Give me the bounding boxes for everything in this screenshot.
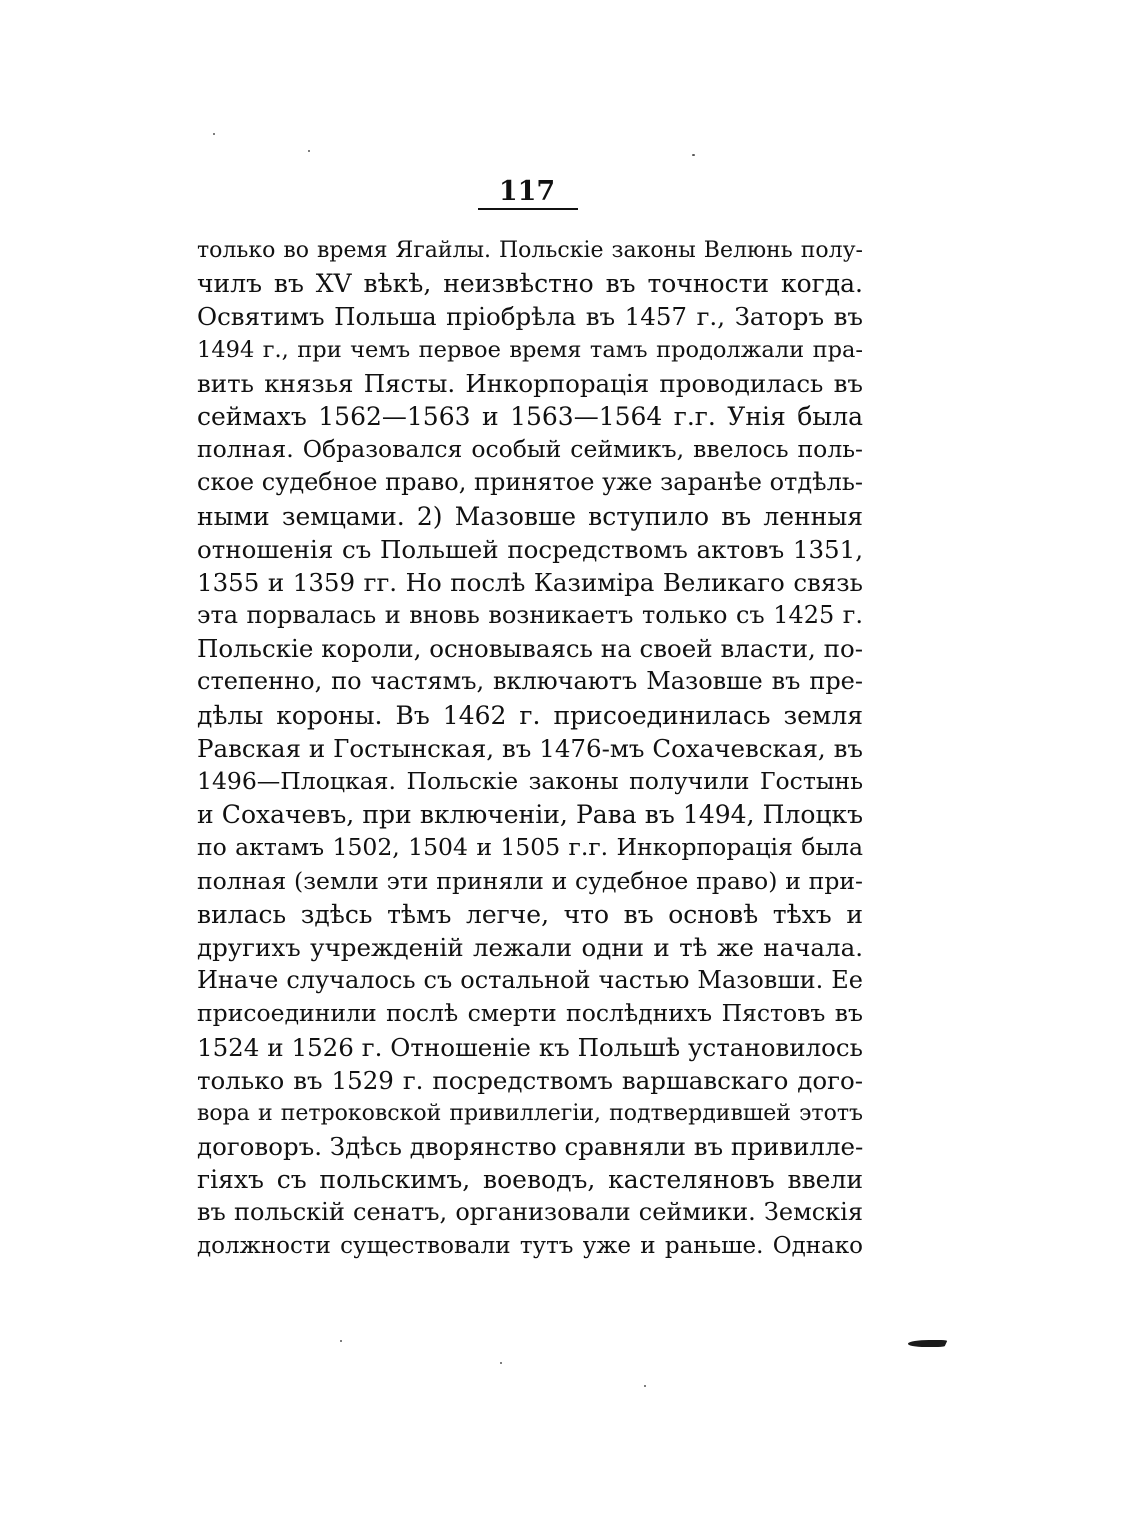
text-line: присоединили послѣ смерти послѣднихъ Пястовъ въ [197, 999, 863, 1028]
text-line: Польскіе короли, основываясь на своей власти, по- [197, 634, 863, 664]
text-line: 1494 г., при чемъ первое время тамъ продолжали пра- [197, 336, 863, 363]
text-line: сеймахъ 1562—1563 и 1563—1564 г.г. Унія была [197, 401, 863, 431]
text-line: 1524 и 1526 г. Отношеніе къ Польшѣ установилось [197, 1032, 863, 1062]
speck [308, 150, 310, 152]
text-line: должности существовали тутъ уже и раньше. Однако [197, 1232, 863, 1259]
text-line: по актамъ 1502, 1504 и 1505 г.г. Инкорпорація была [197, 833, 863, 862]
text-line: Освятимъ Польша пріобрѣла въ 1457 г., Заторъ въ [197, 302, 863, 332]
text-line: степенно, по частямъ, включаютъ Мазовше въ пре- [197, 667, 863, 696]
speck [500, 1362, 502, 1364]
text-line: полная (земли эти приняли и судебное право) и при- [197, 866, 863, 895]
text-line: эта порвалась и вновь возникаетъ только съ 1425 г. [197, 601, 863, 630]
header-rule [478, 208, 578, 210]
text-line: другихъ учрежденій лежали одни и тѣ же начала. [197, 932, 863, 962]
page-number: 117 [498, 176, 556, 207]
body-text [197, 234, 863, 1263]
speck [340, 1340, 342, 1342]
text-line: вилась здѣсь тѣмъ легче, что въ основѣ тѣхъ и [197, 899, 863, 929]
speck [644, 1385, 646, 1387]
text-line: только во время Ягайлы. Польскіе законы Велюнь полу- [197, 238, 863, 263]
text-line: ское судебное право, принятое уже заранѣе отдѣль- [197, 468, 863, 497]
text-line: вить князья Пясты. Инкорпорація проводилась въ [197, 368, 863, 398]
text-line: 1355 и 1359 гг. Но послѣ Казиміра Великаго связь [197, 567, 863, 597]
speck [213, 133, 215, 135]
text-line: и Сохачевъ, при включеніи, Рава въ 1494, Плоцкъ [197, 800, 863, 830]
text-line: Иначе случалось съ остальной частью Мазовши. Ее [197, 966, 863, 995]
text-line: въ польскій сенатъ, организовали сеймики. Земскія [197, 1198, 863, 1227]
text-line: чилъ въ XV вѣкѣ, неизвѣстно въ точности когда. [197, 269, 863, 299]
text-line: договоръ. Здѣсь дворянство сравняли въ привилле- [197, 1132, 864, 1162]
text-line: только въ 1529 г. посредствомъ варшавскаго дого- [197, 1065, 863, 1095]
text-line: отношенія съ Польшей посредствомъ актовъ 1351, [197, 534, 863, 564]
ink-smudge [906, 1340, 947, 1347]
text-line: 1496—Плоцкая. Польскіе законы получили Гостынь [197, 767, 863, 795]
text-line: гіяхъ съ польскимъ, воеводъ, кастеляновъ ввели [197, 1165, 863, 1195]
speck [692, 154, 695, 156]
text-line: полная. Образовался особый сеймикъ, ввелось поль- [197, 435, 863, 464]
text-line: вора и петроковской привиллегіи, подтвердившей этотъ [197, 1100, 863, 1126]
text-line: ными земцами. 2) Мазовше вступило въ ленныя [197, 501, 863, 531]
text-line: Равская и Гостынская, въ 1476-мъ Сохачевская, въ [197, 733, 863, 763]
text-line: дѣлы короны. Въ 1462 г. присоединилась земля [197, 700, 863, 730]
